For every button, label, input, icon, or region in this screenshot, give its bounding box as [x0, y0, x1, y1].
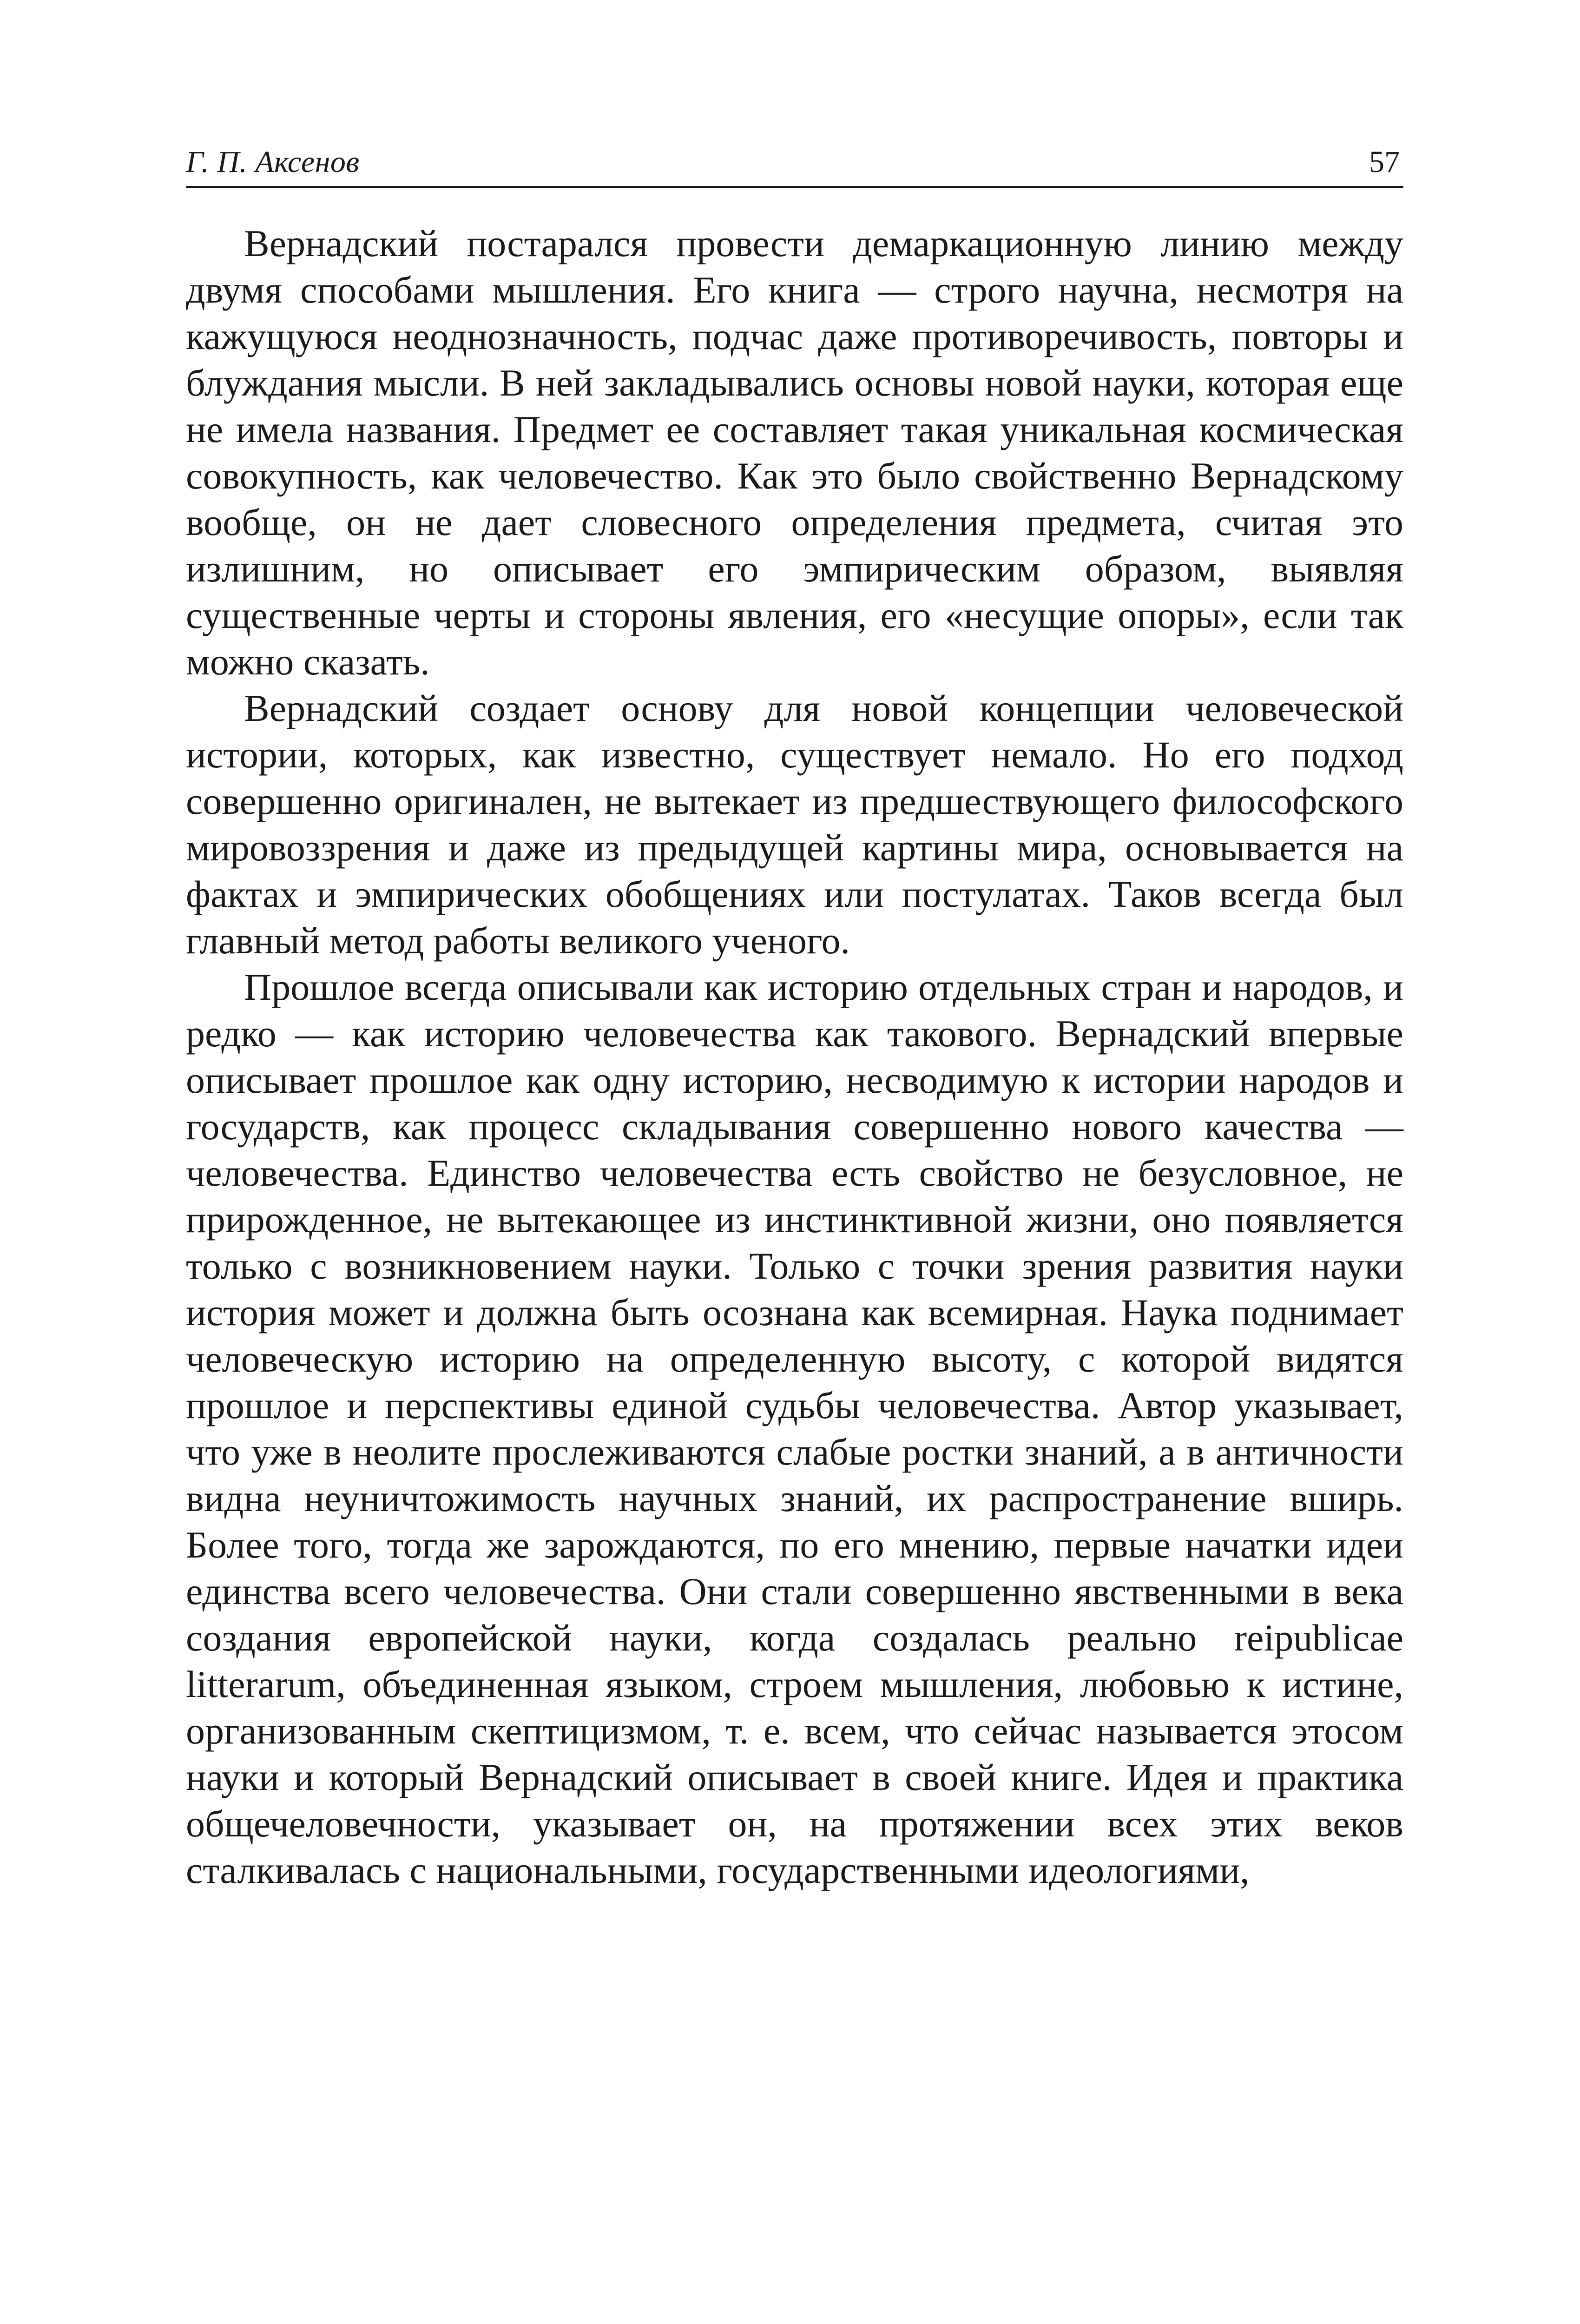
- page-number: 57: [1369, 145, 1400, 179]
- paragraph: Прошлое всегда описывали как историю отдельных стран и народов, и редко — как историю человечества как такового. Вернадский впервые описывает прошлое как одну историю, несводимую к истории народов и государств, как процесс складывания совершенно нового качества — человечества. Единство человечества есть свойство не безусловное, не прирожденное, не вытекающее из инстинктивной жизни, оно появляется только с возникновением науки. Только с точки зрения развития науки история может и должна быть осознана как всемирная. Наука поднимает человеческую историю на определенную высоту, с которой видятся прошлое и перспективы единой судьбы человечества. Автор указывает, что уже в неолите прослеживаются слабые ростки знаний, а в античности видна неуничтожимость научных знаний, их распространение вширь. Более того, тогда же зарождаются, по его мнению, первые начатки идеи единства всего человечества. Они стали совершенно явственными в века создания европейской науки, когда создалась реально reipublicae litterarum, объединенная языком, строем мышления, любовью к истине, организованным скептицизмом, т. е. всем, что сейчас называется этосом науки и который Вернадский описывает в своей книге. Идея и практика общечеловечности, указывает он, на протяжении всех этих веков сталкивалась с национальными, государственными идеологиями,: [186, 966, 1403, 1891]
- running-head-author: Г. П. Аксенов: [186, 145, 360, 179]
- body-text: [186, 220, 1403, 1894]
- paragraph: Вернадский создает основу для новой концепции человеческой истории, которых, как известно, существует немало. Но его подход совершенно оригинален, не вытекает из предшествующего философского мировоззрения и даже из предыдущей картины мира, основывается на фактах и эмпирических обобщениях или постулатах. Таков всегда был главный метод работы великого ученого.: [186, 687, 1403, 962]
- paragraph: Вернадский постарался провести демаркационную линию между двумя способами мышления. Его книга — строго научна, несмотря на кажущуюся неоднозначность, подчас даже противоречивость, повторы и блуждания мысли. В ней закладывались основы новой науки, которая еще не имела названия. Предмет ее составляет такая уникальная космическая совокупность, как человечество. Как это было свойственно Вернадскому вообще, он не дает словесного определения предмета, считая это излишним, но описывает его эмпирическим образом, выявляя существенные черты и стороны явления, его «несущие опоры», если так можно сказать.: [186, 222, 1403, 683]
- book-page: [186, 125, 1403, 2264]
- running-head: [186, 125, 1403, 188]
